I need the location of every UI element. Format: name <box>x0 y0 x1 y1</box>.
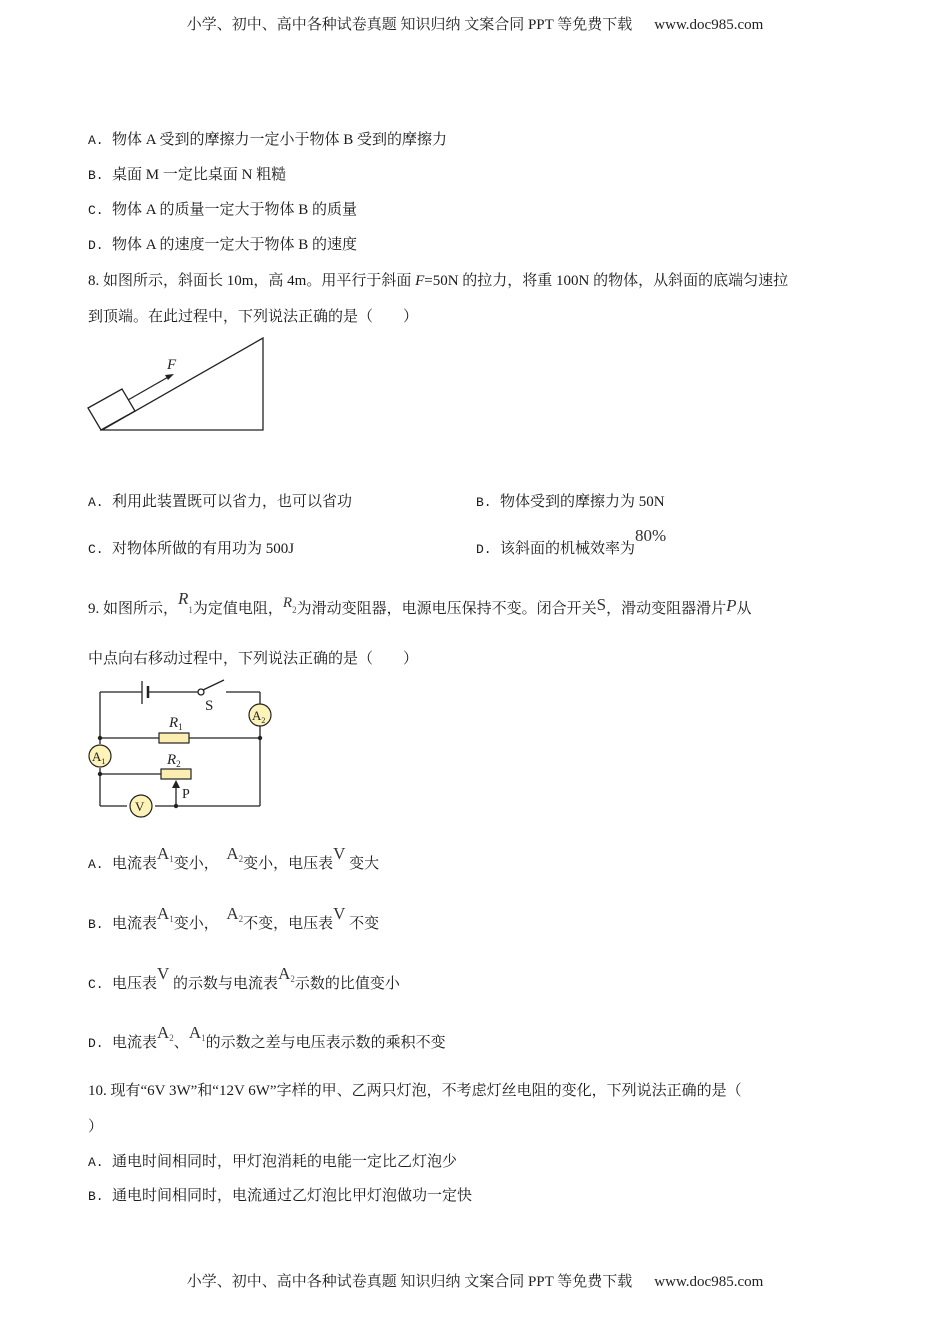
svg-text:R2: $R_2$ <box>167 752 181 769</box>
page-header <box>0 13 950 34</box>
incline-figure <box>86 334 268 434</box>
q8-stem-line1: 8. 如图所示，斜面长 10m，高 4m。用平行于斜面 F=50N 的拉力，将重 100N 的物体，从斜面的底端匀速拉 <box>88 273 789 289</box>
header-text: 小学、初中、高中各种试卷真题 知识归纳 文案合同 PPT 等免费下载 <box>186 17 633 33</box>
svg-text:V: V <box>135 799 145 814</box>
q9-option-a: A. 电流表$A^1$变小， $A^2$变小，电压表V 变大 <box>88 844 380 872</box>
circuit-diagram <box>86 676 276 826</box>
svg-text:P: P <box>182 787 190 802</box>
svg-text:S: S <box>205 698 214 714</box>
q8-option-b: B. 物体受到的摩擦力为 50N <box>476 494 665 510</box>
q7-option-c: C. 物体 A 的质量一定大于物体 B 的质量 <box>88 202 358 218</box>
q8-option-c: C. 对物体所做的有用功为 500J <box>88 541 295 557</box>
q10-stem-line2: ） <box>88 1119 104 1135</box>
q9-option-c: C. 电压表V 的示数与电流表$A^2$示数的比值变小 <box>88 964 400 992</box>
q8-option-a: A. 利用此装置既可以省力，也可以省功 <box>88 494 353 510</box>
footer-text: 小学、初中、高中各种试卷真题 知识归纳 文案合同 PPT 等免费下载 <box>186 1274 633 1290</box>
q8-option-d: D. 该斜面的机械效率为80% <box>476 526 667 557</box>
q9-option-d: D. 电流表$A^2$、$A^1$的示数之差与电压表示数的乘积不变 <box>88 1023 446 1051</box>
q10-stem-line1: 10. 现有“6V 3W”和“12V 6W”字样的甲、乙两只灯泡，不考虑灯丝电阻的变化，下列说法正确的是（ <box>88 1083 742 1099</box>
header-url[interactable]: www.doc985.com <box>654 17 764 33</box>
q8-stem-line2: 到顶端。在此过程中，下列说法正确的是（ ） <box>88 309 419 325</box>
q9-stem-line1: 9. 如图所示，R1为定值电阻，R2为滑动变阻器，电源电压保持不变。闭合开关S，滑动变阻器滑片P从 <box>88 589 752 617</box>
resistor-r1 <box>159 733 189 743</box>
q10-option-a: A. 通电时间相同时，甲灯泡消耗的电能一定比乙灯泡少 <box>88 1154 458 1170</box>
page-footer <box>0 1270 950 1291</box>
svg-text:A1: $A_1$ <box>92 749 106 766</box>
svg-text:R1: $R_1$ <box>169 715 183 732</box>
force-label: F <box>167 357 177 373</box>
q9-stem-line2: 中点向右移动过程中，下列说法正确的是（ ） <box>88 651 419 667</box>
q9-option-b: B. 电流表$A^1$变小， $A^2$不变，电压表V 不变 <box>88 904 380 932</box>
q7-option-b: B. 桌面 M 一定比桌面 N 粗糙 <box>88 167 287 183</box>
svg-text:A2: $A_2$ <box>252 708 266 725</box>
footer-url[interactable]: www.doc985.com <box>654 1274 764 1290</box>
q7-option-a: A. 物体 A 受到的摩擦力一定小于物体 B 受到的摩擦力 <box>88 132 448 148</box>
q10-option-b: B. 通电时间相同时，电流通过乙灯泡比甲灯泡做功一定快 <box>88 1188 473 1204</box>
q7-option-d: D. 物体 A 的速度一定大于物体 B 的速度 <box>88 237 358 253</box>
resistor-r2 <box>161 769 191 779</box>
